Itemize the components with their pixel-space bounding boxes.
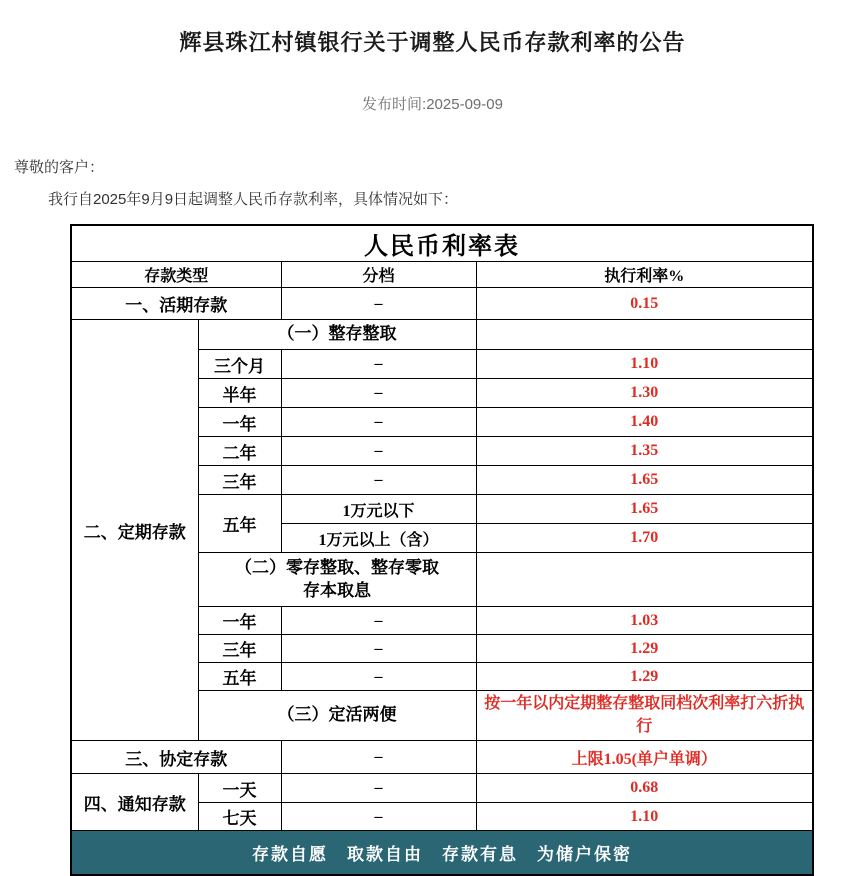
rate-cell: 1.29: [476, 663, 813, 691]
tier-cell: –: [281, 288, 476, 320]
tier-cell: 1万元以下: [281, 495, 476, 524]
term-cell: 一年: [198, 408, 281, 437]
subsection-flexible-header: （三）定活两便: [198, 691, 476, 741]
rate-cell: 1.29: [476, 635, 813, 663]
tier-cell: –: [281, 437, 476, 466]
term-cell: 一年: [198, 607, 281, 635]
term-cell: 三年: [198, 466, 281, 495]
row-label-negotiated: 三、协定存款: [71, 741, 281, 774]
publish-date: 发布时间:2025-09-09: [362, 96, 503, 113]
tier-cell: –: [281, 408, 476, 437]
term-cell: 半年: [198, 379, 281, 408]
intro-text: 我行自2025年9月9日起调整人民币存款利率，具体情况如下：: [48, 191, 459, 208]
tier-cell: –: [281, 663, 476, 691]
table-row: [71, 774, 813, 803]
table-title: 人民币利率表: [71, 225, 813, 262]
salutation-text: 尊敬的客户：: [14, 159, 105, 176]
term-cell: 七天: [198, 803, 281, 831]
rate-cell: 1.10: [476, 350, 813, 379]
col-header-tier: 分档: [281, 262, 476, 288]
table-row: [71, 288, 813, 320]
subsection-lump-sum-header: （一）整存整取: [198, 320, 476, 350]
footer-slogan-bar: 存款自愿 取款自由 存款有息 为储户保密: [71, 831, 813, 875]
col-header-rate: 执行利率%: [476, 262, 813, 288]
tier-cell: –: [281, 635, 476, 663]
installment-header-line2: 存本取息: [303, 580, 371, 600]
page-title: 辉县珠江村镇银行关于调整人民币存款利率的公告: [179, 30, 686, 55]
tier-cell: –: [281, 803, 476, 831]
row-label-notice-deposit: 四、通知存款: [71, 774, 198, 831]
rate-cell: 1.30: [476, 379, 813, 408]
tier-cell: –: [281, 741, 476, 774]
table-row: [71, 320, 813, 350]
rate-cell: 0.68: [476, 774, 813, 803]
table-row: [71, 741, 813, 774]
col-header-deposit-type: 存款类型: [71, 262, 281, 288]
rate-cell: 1.70: [476, 524, 813, 553]
tier-cell: –: [281, 466, 476, 495]
term-cell: 一天: [198, 774, 281, 803]
rate-cell: 1.10: [476, 803, 813, 831]
tier-cell: –: [281, 774, 476, 803]
term-cell: 三个月: [198, 350, 281, 379]
rate-cell: 1.35: [476, 437, 813, 466]
tier-cell: –: [281, 379, 476, 408]
rate-note-cell: 按一年以内定期整存整取同档次利率打六折执行: [476, 691, 813, 741]
term-cell: 二年: [198, 437, 281, 466]
table-row: [71, 831, 813, 875]
rate-cell: 1.65: [476, 466, 813, 495]
rate-cell: 1.03: [476, 607, 813, 635]
row-label-demand: 一、活期存款: [71, 288, 281, 320]
subsection-installment-header: [198, 553, 476, 607]
tier-cell: 1万元以上（含）: [281, 524, 476, 553]
term-cell: 五年: [198, 663, 281, 691]
term-cell-five-year: 五年: [198, 495, 281, 553]
installment-header-line1: （二）零存整取、整存零取: [235, 557, 439, 577]
rate-cell: 上限1.05(单户单调）: [476, 741, 813, 774]
rate-cell: 0.15: [476, 288, 813, 320]
rate-cell-empty: [476, 553, 813, 607]
tier-cell: –: [281, 607, 476, 635]
tier-cell: –: [281, 350, 476, 379]
rate-cell: 1.40: [476, 408, 813, 437]
row-label-time-deposit: 二、定期存款: [71, 320, 198, 741]
term-cell: 三年: [198, 635, 281, 663]
rate-cell-empty: [476, 320, 813, 350]
rate-cell: 1.65: [476, 495, 813, 524]
rate-table: [70, 224, 814, 876]
